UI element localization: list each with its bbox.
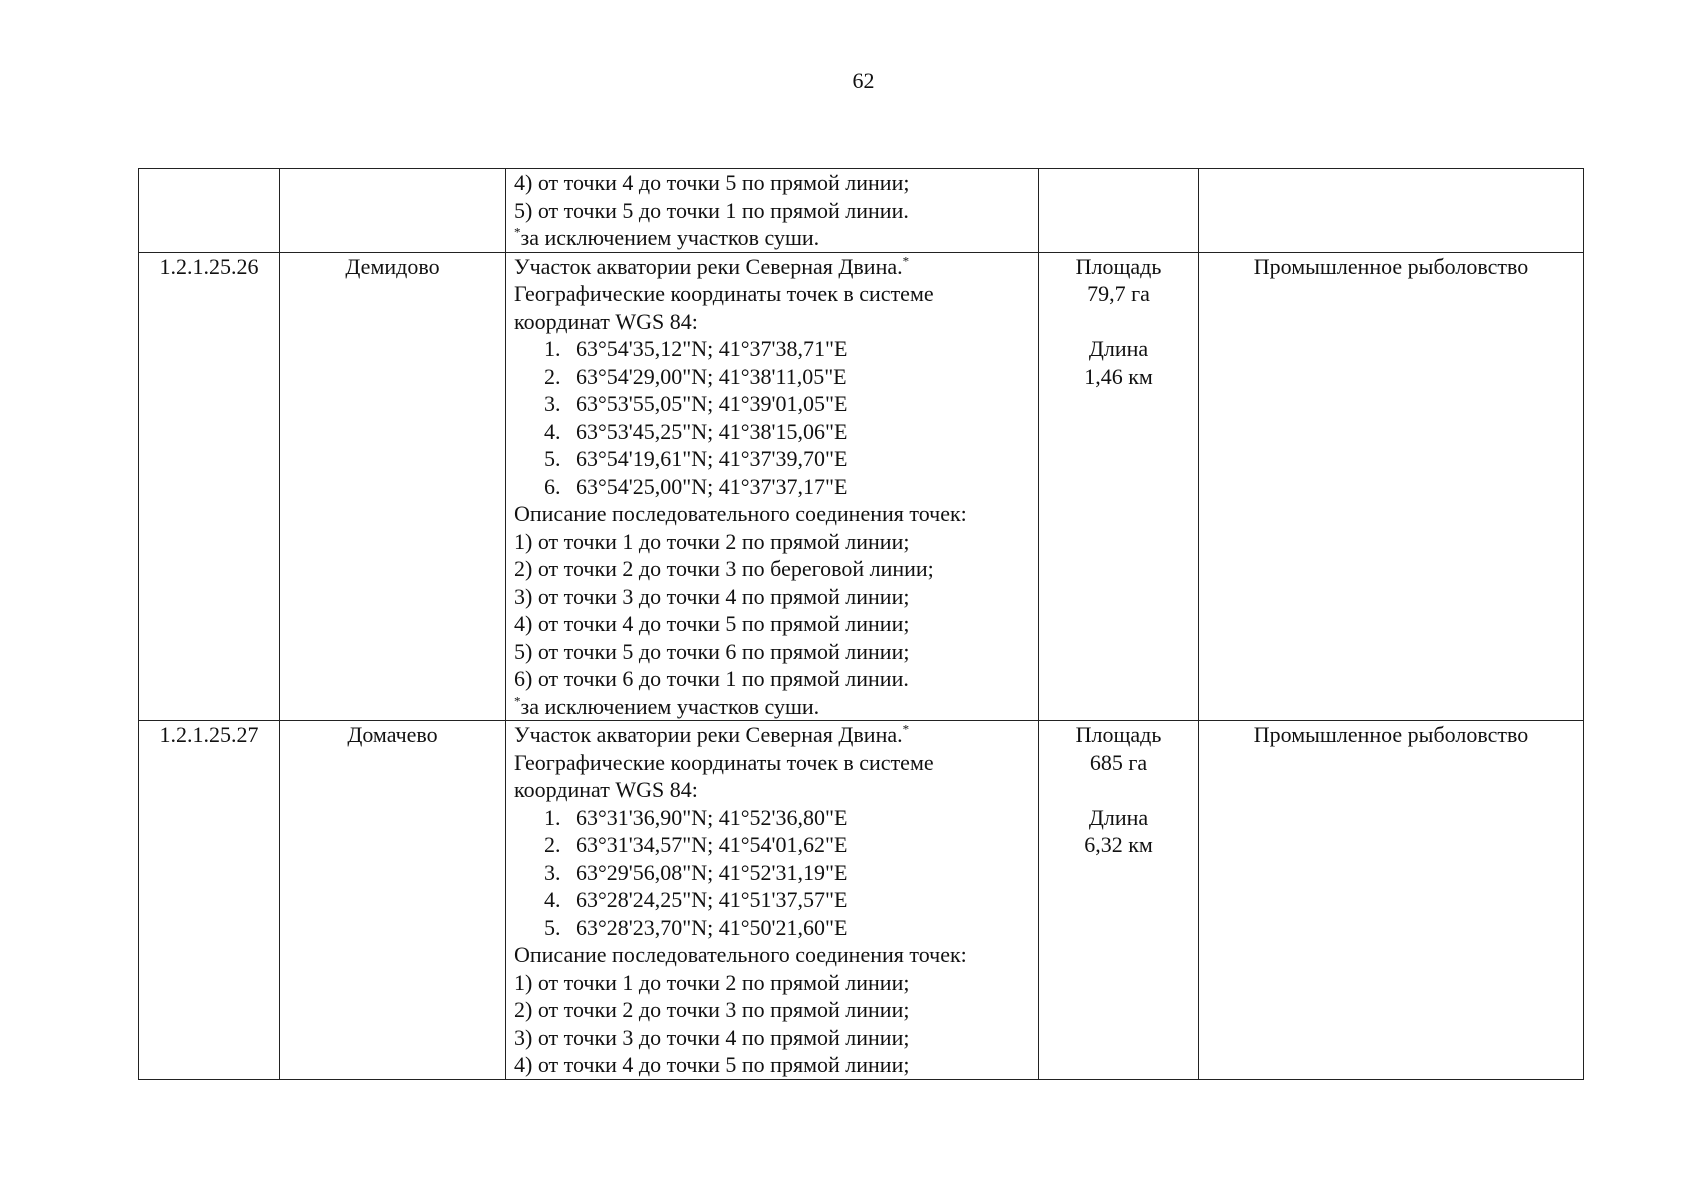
coordinate-point: 2. 63°54'29,00"N; 41°38'11,05"E bbox=[544, 363, 847, 389]
area-name-cell bbox=[280, 169, 506, 253]
area-usage-cell: Промышленное рыболовство bbox=[1199, 721, 1584, 1080]
footnote-mark: * bbox=[902, 253, 910, 269]
area-value: 79,7 га bbox=[1087, 281, 1150, 306]
length-label: Длина bbox=[1088, 804, 1149, 830]
footnote-text: за исключением участков суши. bbox=[520, 225, 820, 250]
page-number: 62 bbox=[852, 68, 875, 93]
footnote-text: за исключением участков суши. bbox=[520, 693, 820, 719]
area-title: Участок акватории реки Северная Двина.* bbox=[514, 253, 910, 279]
coordinate-point: 5. 63°54'19,61"N; 41°37'39,70"E bbox=[544, 446, 848, 471]
connection-line: 1) от точки 1 до точки 2 по прямой линии; bbox=[514, 528, 910, 554]
area-description-cell bbox=[506, 252, 1039, 721]
area-description-cell bbox=[506, 721, 1039, 1080]
fishing-areas-table bbox=[138, 168, 1584, 1080]
connection-line: 2) от точки 2 до точки 3 по прямой линии; bbox=[514, 997, 910, 1022]
area-description-cell bbox=[506, 169, 1039, 253]
footnote-mark: * bbox=[514, 693, 521, 709]
area-value: 685 га bbox=[1089, 749, 1148, 775]
area-code-cell: 1.2.1.25.27 bbox=[139, 721, 280, 1080]
coordinate-point: 1. 63°54'35,12"N; 41°37'38,71"E bbox=[544, 336, 848, 361]
connection-line: 2) от точки 2 до точки 3 по береговой линии; bbox=[514, 556, 934, 581]
area-label: Площадь bbox=[1075, 722, 1162, 747]
table-row-demidovo bbox=[139, 252, 1584, 721]
area-code-cell: 1.2.1.25.26 bbox=[139, 252, 280, 721]
coordinate-point: 4. 63°53'45,25"N; 41°38'15,06"E bbox=[544, 418, 848, 444]
coordinate-point: 2. 63°31'34,57"N; 41°54'01,62"E bbox=[544, 832, 848, 857]
coordinate-point: 3. 63°53'55,05"N; 41°39'01,05"E bbox=[544, 391, 848, 416]
connection-line: 5) от точки 5 до точки 6 по прямой линии; bbox=[514, 638, 910, 664]
connection-line: 4) от точки 4 до точки 5 по прямой линии; bbox=[514, 170, 910, 195]
area-label: Площадь bbox=[1075, 253, 1162, 279]
coordinate-point: 5. 63°28'23,70"N; 41°50'21,60"E bbox=[544, 914, 848, 940]
area-code-cell bbox=[139, 169, 280, 253]
connection-line: 3) от точки 3 до точки 4 по прямой линии; bbox=[514, 583, 910, 609]
length-label: Длина bbox=[1088, 336, 1149, 361]
coordinate-point: 4. 63°28'24,25"N; 41°51'37,57"E bbox=[544, 887, 848, 912]
footnote bbox=[514, 693, 1030, 721]
footnote-mark: * bbox=[514, 224, 521, 240]
connection-line: 1) от точки 1 до точки 2 по прямой линии; bbox=[514, 969, 910, 995]
length-value: 1,46 км bbox=[1084, 363, 1153, 389]
table-row-continuation bbox=[139, 169, 1584, 253]
connection-intro: Описание последовательного соединения точек: bbox=[514, 501, 967, 526]
area-name-cell: Домачево bbox=[280, 721, 506, 1080]
connection-line: 5) от точки 5 до точки 1 по прямой линии. bbox=[514, 197, 909, 223]
footnote-mark: * bbox=[902, 721, 910, 737]
area-usage-cell bbox=[1199, 169, 1584, 253]
coords-intro: Географические координаты точек в системе bbox=[514, 281, 934, 306]
area-title: Участок акватории реки Северная Двина.* bbox=[514, 721, 910, 747]
area-name-cell: Демидово bbox=[280, 252, 506, 721]
footnote bbox=[514, 224, 1030, 252]
connection-line: 6) от точки 6 до точки 1 по прямой линии. bbox=[514, 666, 909, 691]
area-usage-cell: Промышленное рыболовство bbox=[1199, 252, 1584, 721]
area-size-cell bbox=[1039, 169, 1199, 253]
connection-line: 4) от точки 4 до точки 5 по прямой линии; bbox=[514, 1052, 910, 1077]
table-row-domachevo bbox=[139, 721, 1584, 1080]
area-size-cell bbox=[1039, 252, 1199, 721]
coordinate-point: 1. 63°31'36,90"N; 41°52'36,80"E bbox=[544, 804, 848, 830]
coords-intro: Географические координаты точек в системе bbox=[514, 749, 934, 775]
coords-intro: координат WGS 84: bbox=[514, 308, 698, 334]
coordinate-point: 3. 63°29'56,08"N; 41°52'31,19"E bbox=[544, 859, 848, 885]
area-size-cell bbox=[1039, 721, 1199, 1080]
connection-intro: Описание последовательного соединения точек: bbox=[514, 942, 967, 967]
coords-intro: координат WGS 84: bbox=[514, 777, 698, 802]
coordinate-point: 6. 63°54'25,00"N; 41°37'37,17"E bbox=[544, 473, 848, 499]
connection-line: 3) от точки 3 до точки 4 по прямой линии; bbox=[514, 1024, 910, 1050]
length-value: 6,32 км bbox=[1084, 832, 1153, 857]
connection-line: 4) от точки 4 до точки 5 по прямой линии; bbox=[514, 611, 910, 636]
